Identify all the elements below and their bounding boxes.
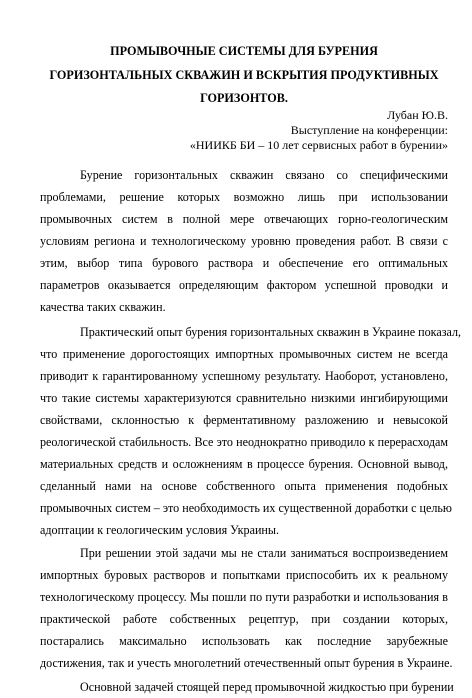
text-line: параметров оказывается определяющим фактором успешной проводки и <box>40 278 448 292</box>
title-line: ГОРИЗОНТАЛЬНЫХ СКВАЖИН И ВСКРЫТИЯ ПРОДУКТИВНЫХ <box>49 67 439 82</box>
text-line: сделанный нами на основе собственного опыта применения подобных <box>40 479 448 493</box>
author-name: Лубан Ю.В. <box>387 108 448 122</box>
text-line: материальных средств и осложнениям в процессе бурения. Основной вывод, <box>40 457 448 471</box>
text-line: этим, выбор типа бурового раствора и обеспечение его оптимальных <box>40 256 448 270</box>
text-line: реологической стабильность. Все это неоднократно приводило к перерасходам <box>40 435 448 449</box>
text-line: качества таких скважин. <box>40 300 166 314</box>
text-line: Основной задачей стоящей перед промывочной жидкостью при бурении <box>80 680 454 694</box>
paragraph <box>40 676 454 698</box>
text-line: что такие системы характеризуются сравнительно низкими ингибирующими <box>40 391 448 405</box>
text-line: При решении этой задачи мы не стали заниматься воспроизведением <box>80 546 448 560</box>
event-line: «НИИКБ БИ – 10 лет сервисных работ в бурении» <box>189 138 448 153</box>
document-title <box>40 40 448 111</box>
author-block <box>190 108 448 154</box>
text-line: постарались максимально использовать как последние зарубежные <box>40 634 448 648</box>
text-line: Практический опыт бурения горизонтальных скважин в Украине показал, <box>80 325 462 339</box>
text-line: практической работе собственных рецептур, при создании которых, <box>40 612 448 626</box>
paragraph <box>40 542 453 674</box>
event-line: Выступление на конференции: <box>290 123 448 138</box>
text-line: Бурение горизонтальных скважин связано со специфическими <box>80 168 448 182</box>
paragraph <box>40 321 462 541</box>
text-line: свойствами, склонностью к ферментативному разложению и невысокой <box>40 413 448 427</box>
text-line: промывочных систем – это необходимость их существенной доработки с целью <box>40 501 452 515</box>
text-line: что применение дорогостоящих импортных промывочных систем не всегда <box>40 347 448 361</box>
text-line: адоптации к геологическим условия Украины. <box>40 523 280 537</box>
text-line: приводит к гарантированному успешному результату. Наоборот, установлено, <box>40 369 448 383</box>
text-line: промывочных систем в полной мере отвечающих горно-геологическим <box>40 212 448 226</box>
text-line: технологическому процессу. Мы пошли по пути разработки и использования в <box>40 590 448 604</box>
text-line: импортных буровых растворов и попытками приспособить их к реальному <box>40 568 448 582</box>
text-line: достижения, так и учесть многолетний отечественный опыт бурения в Украине. <box>40 656 453 670</box>
title-line: ПРОМЫВОЧНЫЕ СИСТЕМЫ ДЛЯ БУРЕНИЯ <box>110 44 378 58</box>
text-line: условиям региона и технологическому уровню проведения работ. В связи с <box>40 234 448 248</box>
document-body <box>40 164 462 698</box>
paragraph <box>40 164 448 318</box>
text-line: проблемами, решение которых возможно лишь при использовании <box>40 190 448 204</box>
title-line: ГОРИЗОНТОВ. <box>200 91 288 105</box>
